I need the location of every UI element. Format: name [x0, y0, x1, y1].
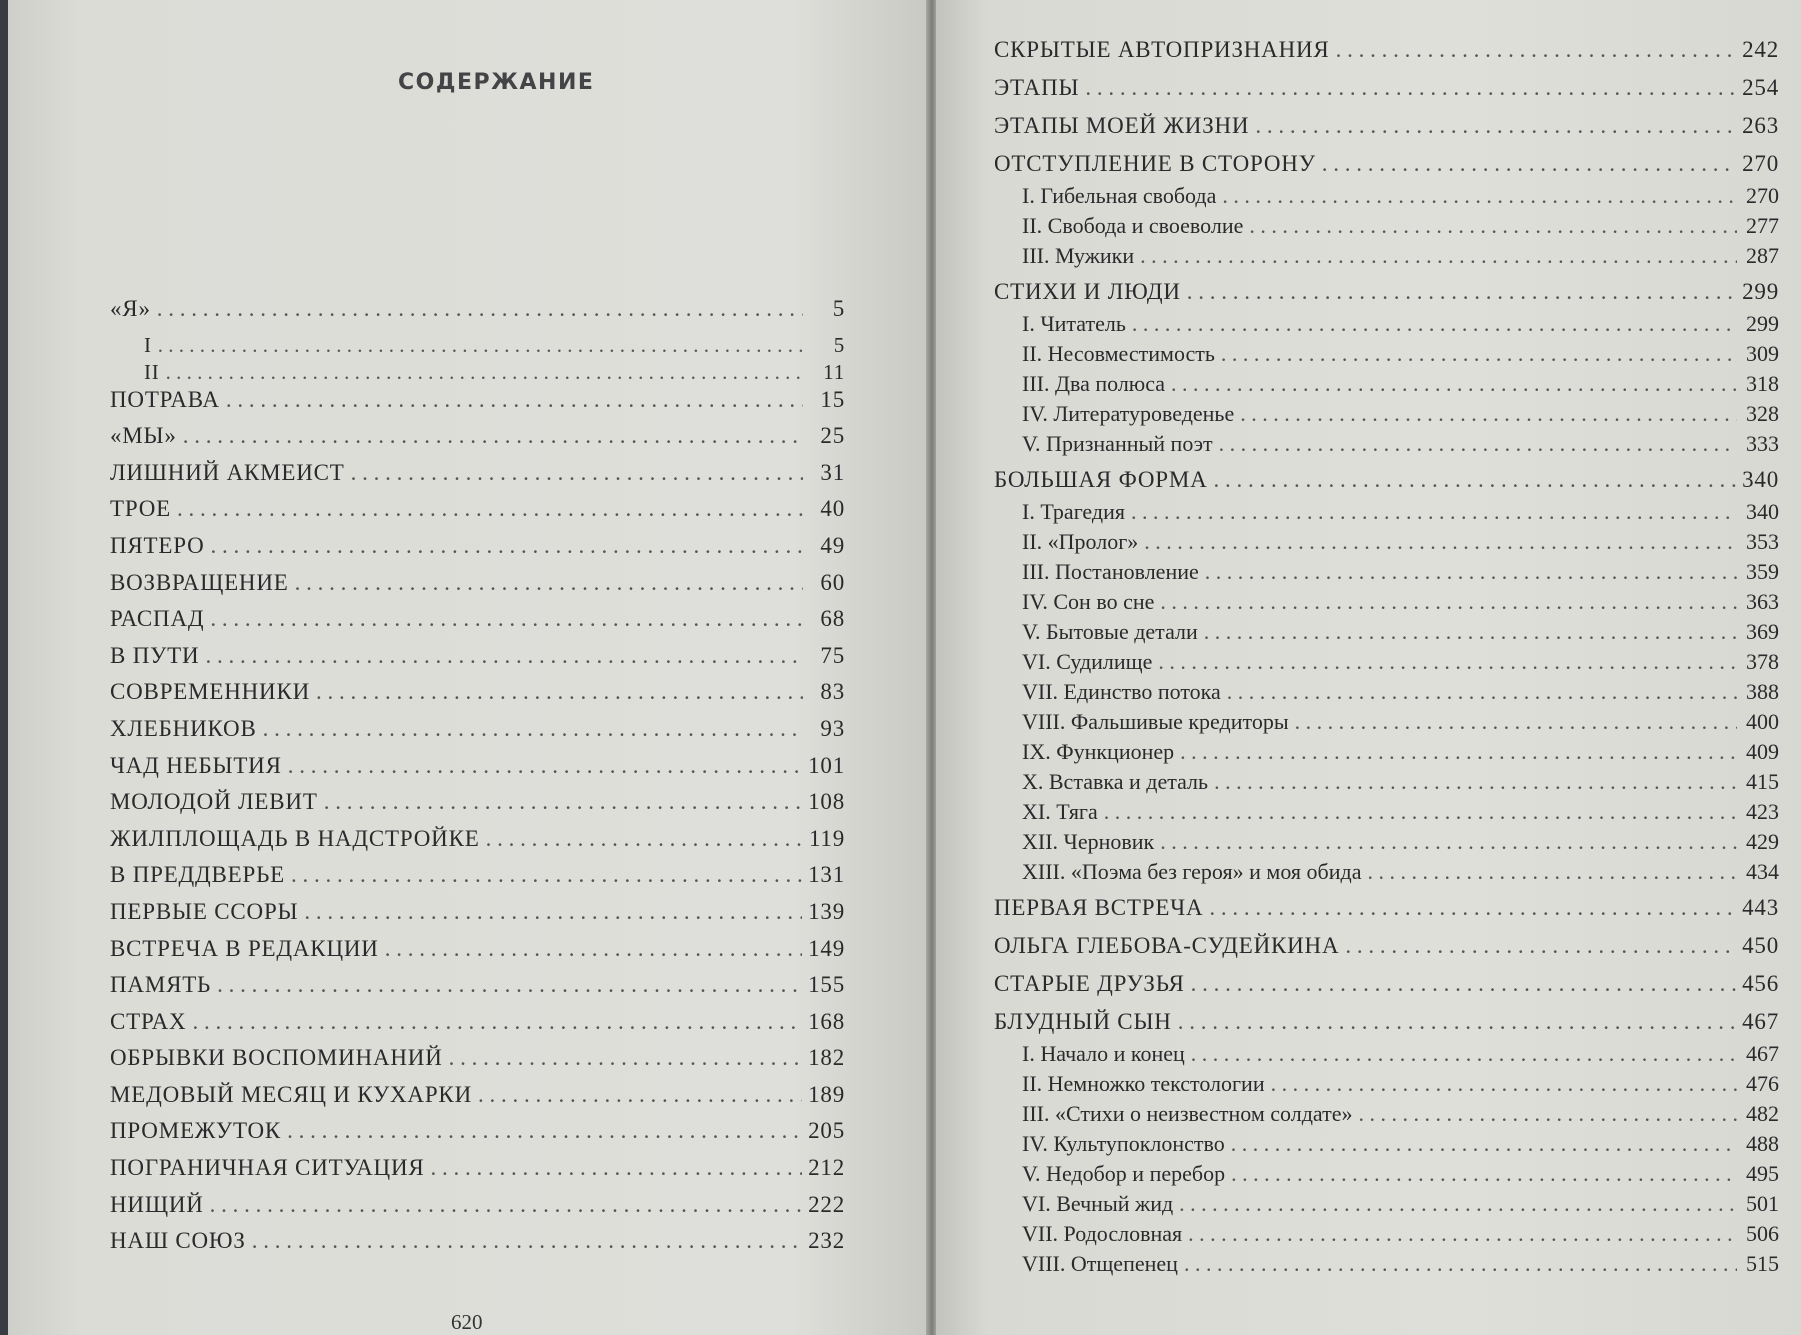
toc-entry-title: СТРАХ	[110, 1008, 187, 1034]
dot-leader	[1191, 971, 1736, 997]
toc-entry-page: 11	[823, 359, 845, 384]
dot-leader	[1358, 1101, 1737, 1127]
toc-entry-page: 415	[1746, 769, 1779, 794]
dot-leader	[431, 1155, 803, 1181]
toc-entry	[994, 113, 1779, 145]
toc-entry	[994, 895, 1779, 927]
toc-entry-page: 467	[1742, 1009, 1779, 1034]
toc-entry-page: 149	[808, 935, 845, 961]
dot-leader	[210, 1192, 802, 1218]
toc-entry	[110, 496, 845, 533]
toc-entry-page: 232	[808, 1228, 845, 1254]
toc-entry	[110, 1228, 845, 1265]
toc-entry-page: 363	[1746, 589, 1779, 614]
toc-entry-page: 119	[808, 825, 845, 851]
page-title: СОДЕРЖАНИЕ	[398, 70, 595, 95]
toc-entry-title: МЕДОВЫЙ МЕСЯЦ И КУХАРКИ	[110, 1081, 472, 1107]
toc-subentry	[994, 769, 1779, 799]
toc-entry-page: 340	[1742, 467, 1779, 492]
toc-entry	[110, 716, 845, 753]
toc-entry-page: 254	[1742, 75, 1779, 100]
toc-entry-page: 400	[1746, 709, 1779, 734]
toc-entry-page: 83	[820, 679, 845, 705]
toc-entry-title: БОЛЬШАЯ ФОРМА	[994, 467, 1208, 492]
dot-leader	[1160, 589, 1737, 615]
toc-entry	[110, 936, 845, 973]
dot-leader	[205, 643, 803, 669]
toc-entry-title: БЛУДНЫЙ СЫН	[994, 1009, 1172, 1034]
toc-entry-title: I	[144, 332, 152, 357]
dot-leader	[1204, 619, 1737, 645]
dot-leader	[1336, 37, 1737, 63]
toc-entry-title: ПЯТЕРО	[110, 532, 205, 558]
toc-entry-title: СКРЫТЫЕ АВТОПРИЗНАНИЯ	[994, 37, 1330, 62]
toc-entry-page: 31	[820, 459, 845, 485]
toc-entry-title: НИЩИЙ	[110, 1191, 204, 1217]
dot-leader	[1222, 183, 1737, 209]
toc-entry-page: 182	[808, 1045, 845, 1071]
dot-leader	[1367, 859, 1737, 885]
dot-leader	[1144, 529, 1737, 555]
toc-entry-title: ЭТАПЫ	[994, 75, 1080, 100]
toc-entry-title: II. Несовместимость	[1022, 341, 1215, 366]
dot-leader	[1205, 559, 1737, 585]
toc-entry-page: 299	[1746, 311, 1779, 336]
toc-entry-page: 495	[1746, 1161, 1779, 1186]
toc-entry-page: 25	[820, 423, 845, 449]
dot-leader	[1104, 799, 1737, 825]
toc-entry	[994, 37, 1779, 69]
toc-entry-title: VI. Судилище	[1022, 649, 1153, 674]
toc-entry-title: V. Признанный поэт	[1022, 431, 1213, 456]
toc-entry-title: I. Трагедия	[1022, 499, 1125, 524]
toc-entry-title: ПАМЯТЬ	[110, 972, 212, 998]
dot-leader	[226, 387, 803, 413]
toc-entry-title: XIII. «Поэма без героя» и моя обида	[1022, 859, 1362, 884]
dot-leader	[1085, 75, 1736, 101]
toc-subentry	[994, 243, 1779, 273]
dot-leader	[1322, 151, 1736, 177]
dot-leader	[449, 1045, 802, 1071]
toc-entry	[110, 1118, 845, 1155]
toc-entry-page: 476	[1746, 1071, 1779, 1096]
toc-entry-page: 429	[1746, 829, 1779, 854]
toc-entry-page: 328	[1746, 401, 1779, 426]
dot-leader	[1132, 311, 1737, 337]
toc-entry-title: IV. Сон во сне	[1022, 589, 1155, 614]
toc-entry-page: 388	[1746, 679, 1779, 704]
dot-leader	[291, 862, 802, 888]
toc-entry	[994, 279, 1779, 311]
toc-entry	[994, 467, 1779, 499]
toc-entry-page: 299	[1742, 279, 1779, 304]
toc-entry-page: 409	[1746, 739, 1779, 764]
toc-entry	[110, 679, 845, 716]
toc-entry-title: «МЫ»	[110, 423, 177, 449]
toc-entry-page: 270	[1742, 151, 1779, 176]
toc-entry-page: 212	[808, 1155, 845, 1181]
toc-entry-page: 340	[1746, 499, 1779, 524]
toc-entry-page: 378	[1746, 649, 1779, 674]
dot-leader	[1295, 709, 1737, 735]
dot-leader	[1221, 341, 1737, 367]
dot-leader	[324, 789, 802, 815]
toc-entry-page: 359	[1746, 559, 1779, 584]
right-page	[936, 0, 1801, 1335]
toc-entry-title: ОЛЬГА ГЛЕБОВА-СУДЕЙКИНА	[994, 933, 1340, 958]
toc-entry-title: I. Читатель	[1022, 311, 1126, 336]
toc-subentry	[994, 1041, 1779, 1071]
dot-leader	[478, 1082, 802, 1108]
toc-entry	[110, 862, 845, 899]
toc-list-left	[110, 296, 845, 1265]
toc-entry-title: VII. Единство потока	[1022, 679, 1221, 704]
dot-leader	[1131, 499, 1737, 525]
toc-entry	[110, 1082, 845, 1119]
toc-entry-title: XII. Черновик	[1022, 829, 1155, 854]
toc-entry-page: 456	[1742, 971, 1779, 996]
toc-entry	[110, 1155, 845, 1192]
toc-subentry	[994, 709, 1779, 739]
dot-leader	[1158, 649, 1737, 675]
toc-entry-title: I. Гибельная свобода	[1022, 183, 1217, 208]
toc-entry-title: ПЕРВЫЕ ССОРЫ	[110, 898, 299, 924]
toc-subentry	[994, 649, 1779, 679]
toc-entry-title: ВСТРЕЧА В РЕДАКЦИИ	[110, 935, 379, 961]
toc-entry-title: ЭТАПЫ МОЕЙ ЖИЗНИ	[994, 113, 1250, 138]
dot-leader	[351, 460, 803, 486]
toc-entry-page: 263	[1742, 113, 1779, 138]
dot-leader	[1180, 739, 1737, 765]
toc-entry-title: ПОТРАВА	[110, 386, 220, 412]
toc-entry-title: VII. Родословная	[1022, 1221, 1183, 1246]
toc-entry	[110, 753, 845, 790]
dot-leader	[288, 753, 802, 779]
dot-leader	[1231, 1131, 1737, 1157]
toc-entry	[110, 570, 845, 607]
toc-subentry	[110, 333, 845, 360]
toc-entry-title: III. «Стихи о неизвестном солдате»	[1022, 1101, 1353, 1126]
toc-subentry	[994, 859, 1779, 889]
dot-leader	[304, 899, 802, 925]
page-number: 620	[451, 1310, 483, 1334]
toc-subentry	[994, 619, 1779, 649]
dot-leader	[1184, 1251, 1737, 1277]
toc-entry-title: X. Вставка и деталь	[1022, 769, 1209, 794]
toc-entry-page: 49	[820, 532, 845, 558]
toc-entry	[110, 606, 845, 643]
toc-subentry	[994, 589, 1779, 619]
toc-entry-title: ХЛЕБНИКОВ	[110, 715, 257, 741]
toc-entry-title: СОВРЕМЕННИКИ	[110, 679, 311, 705]
toc-entry-title: В ПУТИ	[110, 642, 200, 668]
dot-leader	[217, 972, 802, 998]
toc-subentry	[994, 401, 1779, 431]
dot-leader	[1187, 279, 1736, 305]
toc-entry-title: VI. Вечный жид	[1022, 1191, 1174, 1216]
toc-entry-title: IV. Литературоведенье	[1022, 401, 1235, 426]
toc-entry-page: 434	[1746, 859, 1779, 884]
dot-leader	[1191, 1041, 1737, 1067]
toc-entry-page: 15	[820, 386, 845, 412]
toc-entry-title: V. Бытовые детали	[1022, 619, 1198, 644]
toc-entry-title: В ПРЕДДВЕРЬЕ	[110, 862, 285, 888]
toc-entry-title: I. Начало и конец	[1022, 1041, 1185, 1066]
dot-leader	[1209, 895, 1736, 921]
toc-entry-page: 40	[820, 496, 845, 522]
toc-entry	[994, 971, 1779, 1003]
dot-leader	[1214, 769, 1737, 795]
toc-subentry	[994, 311, 1779, 341]
toc-entry-title: IX. Функционер	[1022, 739, 1175, 764]
dot-leader	[166, 360, 803, 385]
toc-entry-page: 333	[1746, 431, 1779, 456]
toc-entry-page: 318	[1746, 371, 1779, 396]
toc-entry-title: «Я»	[110, 296, 151, 321]
toc-entry-page: 309	[1746, 341, 1779, 366]
dot-leader	[177, 496, 803, 522]
toc-entry	[110, 296, 845, 333]
toc-entry	[110, 1009, 845, 1046]
toc-entry-title: V. Недобор и перебор	[1022, 1161, 1226, 1186]
toc-subentry	[994, 799, 1779, 829]
dot-leader	[192, 1009, 802, 1035]
toc-entry-page: 423	[1746, 799, 1779, 824]
toc-entry-page: 443	[1742, 895, 1779, 920]
toc-entry-title: II	[144, 359, 160, 384]
toc-entry-title: СТАРЫЕ ДРУЗЬЯ	[994, 971, 1185, 996]
toc-entry	[110, 387, 845, 424]
toc-entry-page: 131	[808, 862, 845, 888]
toc-entry-page: 60	[820, 569, 845, 595]
toc-entry-page: 75	[820, 642, 845, 668]
toc-entry-title: III. Два полюса	[1022, 371, 1166, 396]
toc-entry-title: НАШ СОЮЗ	[110, 1228, 246, 1254]
toc-entry-page: 5	[833, 332, 845, 357]
dot-leader	[263, 716, 803, 742]
toc-entry-title: ЛИШНИЙ АКМЕИСТ	[110, 459, 345, 485]
toc-subentry	[994, 679, 1779, 709]
toc-entry-page: 467	[1746, 1041, 1779, 1066]
toc-entry-page: 515	[1746, 1251, 1779, 1276]
toc-subentry	[994, 1131, 1779, 1161]
toc-entry-page: 488	[1746, 1131, 1779, 1156]
toc-subentry	[110, 360, 845, 387]
toc-entry	[110, 423, 845, 460]
toc-subentry	[994, 1251, 1779, 1281]
toc-entry-page: 242	[1742, 37, 1779, 62]
toc-entry-title: ЧАД НЕБЫТИЯ	[110, 752, 282, 778]
toc-entry	[110, 899, 845, 936]
dot-leader	[1271, 1071, 1737, 1097]
toc-entry-page: 277	[1746, 213, 1779, 238]
toc-entry-page: 450	[1742, 933, 1779, 958]
toc-entry	[994, 933, 1779, 965]
dot-leader	[1255, 113, 1736, 139]
dot-leader	[1140, 243, 1737, 269]
toc-entry-page: 5	[832, 296, 845, 321]
dot-leader	[1249, 213, 1737, 239]
toc-entry-title: МОЛОДОЙ ЛЕВИТ	[110, 789, 318, 815]
toc-subentry	[994, 1071, 1779, 1101]
toc-entry-title: ТРОЕ	[110, 496, 171, 522]
toc-subentry	[994, 1191, 1779, 1221]
toc-entry-title: II. «Пролог»	[1022, 529, 1139, 554]
toc-entry	[110, 826, 845, 863]
dot-leader	[1345, 933, 1736, 959]
toc-subentry	[994, 829, 1779, 859]
dot-leader	[210, 606, 803, 632]
dot-leader	[1160, 829, 1737, 855]
toc-entry-title: VIII. Отщепенец	[1022, 1251, 1178, 1276]
dot-leader	[1219, 431, 1737, 457]
dot-leader	[316, 679, 803, 705]
toc-entry-title: РАСПАД	[110, 606, 205, 632]
dot-leader	[295, 570, 803, 596]
toc-entry-title: III. Постановление	[1022, 559, 1199, 584]
toc-entry-page: 287	[1746, 243, 1779, 268]
toc-entry-title: IV. Культупоклонство	[1022, 1131, 1225, 1156]
toc-entry	[994, 151, 1779, 183]
toc-entry-page: 353	[1746, 529, 1779, 554]
toc-entry-page: 101	[808, 752, 845, 778]
toc-subentry	[994, 1221, 1779, 1251]
dot-leader	[1171, 371, 1737, 397]
toc-entry	[994, 1009, 1779, 1041]
left-page	[8, 0, 930, 1335]
dot-leader	[211, 533, 803, 559]
dot-leader	[1179, 1191, 1737, 1217]
toc-entry-page: 501	[1746, 1191, 1779, 1216]
dot-leader	[385, 936, 802, 962]
toc-subentry	[994, 739, 1779, 769]
toc-entry-page: 189	[808, 1081, 845, 1107]
toc-entry	[110, 789, 845, 826]
toc-entry	[110, 533, 845, 570]
toc-entry-title: II. Немножко текстологии	[1022, 1071, 1265, 1096]
dot-leader	[183, 423, 803, 449]
dot-leader	[1240, 401, 1737, 427]
toc-entry	[110, 1192, 845, 1229]
dot-leader	[157, 296, 803, 322]
toc-entry-page: 68	[820, 606, 845, 632]
toc-entry-title: ПРОМЕЖУТОК	[110, 1118, 282, 1144]
dot-leader	[1178, 1009, 1736, 1035]
toc-entry-page: 222	[808, 1191, 845, 1217]
toc-entry-title: ОБРЫВКИ ВОСПОМИНАНИЙ	[110, 1045, 443, 1071]
toc-subentry	[994, 529, 1779, 559]
toc-subentry	[994, 499, 1779, 529]
toc-subentry	[994, 341, 1779, 371]
toc-entry-page: 139	[808, 898, 845, 924]
toc-entry-title: II. Свобода и своеволие	[1022, 213, 1244, 238]
toc-entry-page: 155	[808, 972, 845, 998]
toc-entry-title: VIII. Фальшивые кредиторы	[1022, 709, 1289, 734]
toc-entry-title: ВОЗВРАЩЕНИЕ	[110, 569, 289, 595]
toc-entry-page: 369	[1746, 619, 1779, 644]
toc-entry-title: ПОГРАНИЧНАЯ СИТУАЦИЯ	[110, 1155, 425, 1181]
toc-subentry	[994, 183, 1779, 213]
dot-leader	[486, 826, 803, 852]
toc-entry-page: 270	[1746, 183, 1779, 208]
toc-entry	[110, 972, 845, 1009]
toc-entry	[994, 75, 1779, 107]
toc-subentry	[994, 1101, 1779, 1131]
toc-entry-page: 205	[808, 1118, 845, 1144]
toc-subentry	[994, 213, 1779, 243]
toc-entry-title: III. Мужики	[1022, 243, 1135, 268]
toc-entry-page: 506	[1746, 1221, 1779, 1246]
dot-leader	[1214, 467, 1737, 493]
toc-entry-page: 93	[820, 715, 845, 741]
toc-entry-title: XI. Тяга	[1022, 799, 1098, 824]
dot-leader	[287, 1118, 802, 1144]
dot-leader	[158, 333, 803, 358]
toc-entry-title: ПЕРВАЯ ВСТРЕЧА	[994, 895, 1204, 920]
toc-entry	[110, 1045, 845, 1082]
toc-entry-page: 108	[808, 789, 845, 815]
toc-entry-title: ЖИЛПЛОЩАДЬ В НАДСТРОЙКЕ	[110, 825, 480, 851]
dot-leader	[1227, 679, 1737, 705]
toc-entry-title: ОТСТУПЛЕНИЕ В СТОРОНУ	[994, 151, 1316, 176]
toc-entry-page: 168	[808, 1008, 845, 1034]
toc-entry-page: 482	[1746, 1101, 1779, 1126]
dot-leader	[1231, 1161, 1737, 1187]
toc-entry-title: СТИХИ И ЛЮДИ	[994, 279, 1181, 304]
toc-list-right	[994, 37, 1779, 1281]
toc-entry	[110, 643, 845, 680]
dot-leader	[252, 1228, 802, 1254]
dot-leader	[1188, 1221, 1737, 1247]
toc-subentry	[994, 431, 1779, 461]
toc-subentry	[994, 1161, 1779, 1191]
toc-subentry	[994, 371, 1779, 401]
toc-entry	[110, 460, 845, 497]
toc-subentry	[994, 559, 1779, 589]
